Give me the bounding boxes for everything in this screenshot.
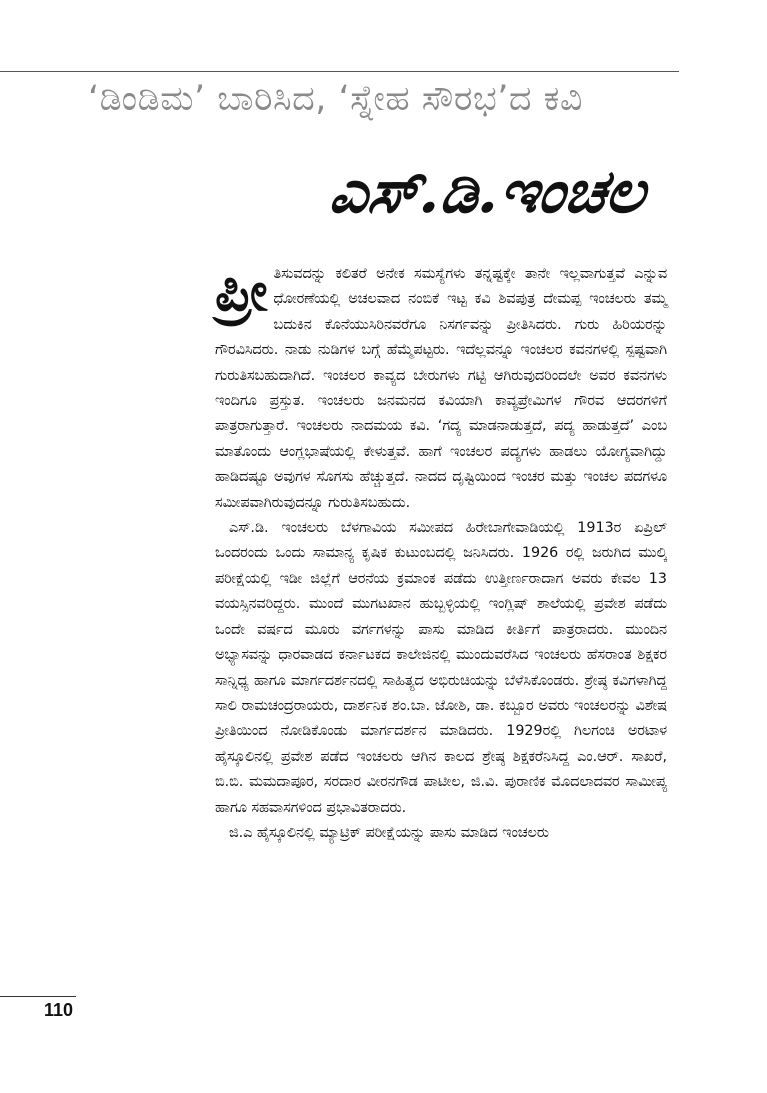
paragraph-text: ತಿಸುವದನ್ನು ಕಲಿತರೆ ಅನೇಕ ಸಮಸ್ಯೆಗಳು ತನ್ನಷ್ಟಕ್ಕೇ ತಾನೇ ಇಲ್ಲವಾಗುತ್ತವೆ ಎನ್ನುವ ಧೋರಣೆಯಲ್ಲಿ ಅಚಲವಾದ ನಂಬಿಕೆ ಇಟ್ಟ ಕವಿ ಶಿವಪುತ್ರ ದೇಮಪ್ಪ ಇಂಚಲರು ತಮ್ಮ ಬದುಕಿನ ಕೊನೆಯುಸಿರಿನವರೆಗೂ ನಿಸರ್ಗವನ್ನು ಪ್ರೀತಿಸಿದರು. ಗುರು ಹಿರಿಯರನ್ನು ಗೌರವಿಸಿದರು. ನಾಡು ನುಡಿಗಳ ಬಗ್ಗೆ ಹೆಮ್ಮೆಪಟ್ಟರು. ಇದೆಲ್ಲವನ್ನೂ ಇಂಚಲರ ಕವನಗಳಲ್ಲಿ ಸ್ಪಷ್ಟವಾಗಿ ಗುರುತಿಸಬಹುದಾಗಿದೆ. ಇಂಚಲರ ಕಾವ್ಯದ ಬೇರುಗಳು ಗಟ್ಟಿ ಆಗಿರುವುದರಿಂದಲೇ ಅವರ ಕವನಗಳು ಇಂದಿಗೂ ಪ್ರಸ್ತುತ. ಇಂಚಲರು ಜನಮನದ ಕವಿಯಾಗಿ ಕಾವ್ಯಪ್ರೇಮಿಗಳ ಗೌರವ ಆದರಗಳಿಗೆ ಪಾತ್ರರಾಗುತ್ತಾರೆ. ಇಂಚಲರು ನಾದಮಯ ಕವಿ. ‘ಗದ್ಯ ಮಾಡನಾಡುತ್ತದೆ, ಪದ್ಯ ಹಾಡುತ್ತದೆ’ ಎಂಬ ಮಾತೊಂದು ಆಂಗ್ಲಭಾಷೆಯಲ್ಲಿ ಕೇಳುತ್ತವೆ. ಹಾಗೆ ಇಂಚಲರ ಪದ್ಯಗಳು ಹಾಡಲು ಯೋಗ್ಯವಾಗಿದ್ದು ಹಾಡಿದಷ್ಟೂ ಅವುಗಳ ಸೊಗಸು ಹೆಚ್ಚುತ್ತದೆ. ನಾದದ ದೃಷ್ಟಿಯಿಂದ ಇಂಚರ ಮತ್ತು ಇಂಚಲ ಪದಗಳೂ ಸಮೀಪವಾಗಿರುವುದನ್ನೂ ಗುರುತಿಸಬಹುದು. [215,266,667,511]
footer-rule [0,996,76,997]
article-body [215,259,667,846]
article-paragraph: ಎಸ್.ಡಿ. ಇಂಚಲರು ಬೆಳಗಾವಿಯ ಸಮೀಪದ ಹಿರೇಬಾಗೇವಾಡಿಯಲ್ಲಿ 1913ರ ಏಪ್ರಿಲ್ ಒಂದರಂದು ಒಂದು ಸಾಮಾನ್ಯ ಕೃಷಿಕ ಕುಟುಂಬದಲ್ಲಿ ಜನಿಸಿದರು. 1926 ರಲ್ಲಿ ಜರುಗಿದ ಮುಲ್ಕಿ ಪರೀಕ್ಷೆಯಲ್ಲಿ ಇಡೀ ಜಿಲ್ಲೆಗೆ ಆರನೆಯ ಕ್ರಮಾಂಕ ಪಡೆದು ಉತ್ತೀರ್ಣರಾದಾಗ ಅವರು ಕೇವಲ 13 ವಯಸ್ಸಿನವರಿದ್ದರು. ಮುಂದೆ ಮುಗಟಖಾನ ಹುಬ್ಬಳ್ಳಿಯಲ್ಲಿ ಇಂಗ್ಲಿಷ್ ಶಾಲೆಯಲ್ಲಿ ಪ್ರವೇಶ ಪಡೆದು ಒಂದೇ ವರ್ಷದ ಮೂರು ವರ್ಗಗಳನ್ನು ಪಾಸು ಮಾಡಿದ ಕೀರ್ತಿಗೆ ಪಾತ್ರರಾದರು. ಮುಂದಿನ ಅಭ್ಯಾಸವನ್ನು ಧಾರವಾಡದ ಕರ್ನಾಟಕದ ಕಾಲೇಜಿನಲ್ಲಿ ಮುಂದುವರೆಸಿದ ಇಂಚಲರು ಹೆಸರಾಂತ ಶಿಕ್ಷಕರ ಸಾನ್ನಿಧ್ಯ ಹಾಗೂ ಮಾರ್ಗದರ್ಶನದಲ್ಲಿ ಸಾಹಿತ್ಯದ ಅಭಿರುಚಿಯನ್ನು ಬೆಳೆಸಿಕೊಂಡರು. ಶ್ರೇಷ್ಠ ಕವಿಗಳಾಗಿದ್ದ ಸಾಲಿ ರಾಮಚಂದ್ರರಾಯರು, ದಾರ್ಶನಿಕ ಶಂ.ಬಾ. ಜೋಶಿ, ಡಾ. ಕಬ್ಬೂರ ಅವರು ಇಂಚಲರನ್ನು ವಿಶೇಷ ಪ್ರೀತಿಯಿಂದ ನೋಡಿಕೊಂಡು ಮಾರ್ಗದರ್ಶನ ಮಾಡಿದರು. 1929ರಲ್ಲಿ ಗಿಲಗಂಚಿ ಅರಟಾಳ ಹೈಸ್ಕೂಲಿನಲ್ಲಿ ಪ್ರವೇಶ ಪಡೆದ ಇಂಚಲರು ಆಗಿನ ಕಾಲದ ಶ್ರೇಷ್ಠ ಶಿಕ್ಷಕರೆನಿಸಿದ್ದ ಎಂ.ಆರ್. ಸಾಖರೆ, ಬಿ.ಬಿ. ಮಮದಾಪೂರ, ಸರದಾರ ವೀರನಗೌಡ ಪಾಟೀಲ, ಜಿ.ವಿ. ಪುರಾಣಿಕ ಮೊದಲಾದವರ ಸಾಮೀಪ್ಯ ಹಾಗೂ ಸಹವಾಸಗಳಿಂದ ಪ್ರಭಾವಿತರಾದರು. [215,520,667,816]
page-title: ಎಸ್.ಡಿ.ಇಂಚಲ [326,157,649,227]
article-paragraph: ಜಿ.ಎ ಹೈಸ್ಕೂಲಿನಲ್ಲಿ ಮ್ಯಾಟ್ರಿಕ್ ಪರೀಕ್ಷೆಯನ್ನು ಪಾಸು ಮಾಡಿದ ಇಂಚಲರು [229,824,549,841]
page-number: 110 [44,1000,74,1020]
drop-cap: ಪ್ರೀ [215,259,268,323]
article-paragraph [215,259,667,516]
header-rule [0,71,679,72]
page-subtitle: ‘ಡಿಂಡಿಮ’ ಬಾರಿಸಿದ, ‘ಸ್ನೇಹ ಸೌರಭ’ದ ಕವಿ [88,79,583,119]
